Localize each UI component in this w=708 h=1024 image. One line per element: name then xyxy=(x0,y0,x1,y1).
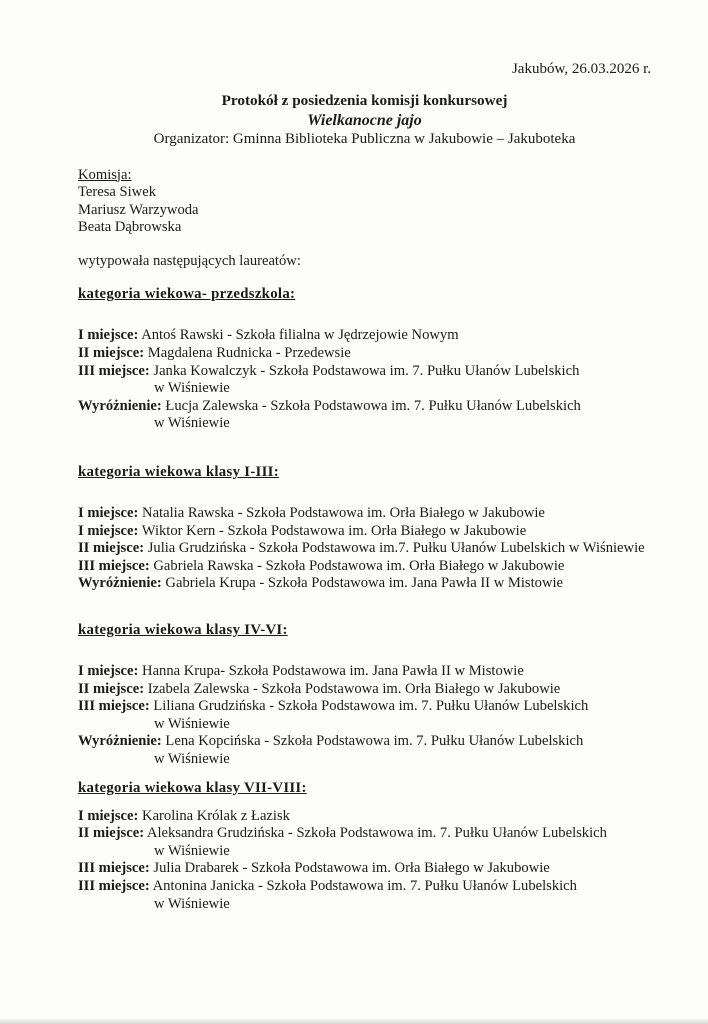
award-text: Gabriela Krupa - Szkoła Podstawowa im. Jana Pawła II w Mistowie xyxy=(165,575,564,592)
award-entry xyxy=(78,505,651,523)
award-label: I miejsce: xyxy=(78,663,139,679)
category-heading: kategoria wiekowa- przedszkola: xyxy=(78,286,296,303)
award-entry xyxy=(78,808,651,826)
award-label: III miejsce: xyxy=(78,698,150,715)
award-label: III miejsce: xyxy=(78,557,150,574)
award-entry xyxy=(78,878,651,896)
award-entry xyxy=(78,327,651,345)
award-text: Natalia Rawska - Szkoła Podstawowa im. Orła Białego w Jakubowie xyxy=(142,505,545,522)
award-text: Janka Kowalczyk - Szkoła Podstawowa im. 7. Pułku Ułanów Lubelskich xyxy=(153,362,580,379)
laureates-intro: wytypowała następujących laureatów: xyxy=(78,252,301,269)
category-heading: kategoria wiekowa klasy IV-VI: xyxy=(78,622,288,638)
award-entry xyxy=(78,663,651,681)
award-text: Antoś Rawski - Szkoła filialna w Jędrzejowie Nowym xyxy=(141,327,459,344)
award-text: Aleksandra Grudzińska - Szkoła Podstawowa im. 7. Pułku Ułanów Lubelskich xyxy=(146,825,607,842)
award-text: Julia Grudzińska - Szkoła Podstawowa im.7. Pułku Ułanów Lubelskich w Wiśniewie xyxy=(147,540,645,557)
award-label: II miejsce: xyxy=(78,540,145,557)
committee-heading: Komisja: xyxy=(78,166,132,183)
category-entries xyxy=(78,808,651,914)
title-block xyxy=(78,91,651,150)
award-text: Lena Kopcińska - Szkoła Podstawowa im. 7. Pułku Ułanów Lubelskich xyxy=(165,733,584,750)
scan-edge xyxy=(0,1018,708,1024)
award-entry xyxy=(78,825,651,843)
category-heading: kategoria wiekowa klasy I-III: xyxy=(78,464,279,481)
award-entry xyxy=(78,523,651,541)
award-text: Gabriela Rawska - Szkoła Podstawowa im. Orła Białego w Jakubowie xyxy=(153,557,565,574)
award-label: II miejsce: xyxy=(78,345,145,362)
award-entry xyxy=(78,363,651,381)
award-entry xyxy=(78,860,651,878)
award-text: Magdalena Rudnicka - Przedewsie xyxy=(147,345,351,362)
award-text: Wiktor Kern - Szkoła Podstawowa im. Orła Białego w Jakubowie xyxy=(141,522,527,539)
document-title: Protokół z posiedzenia komisji konkursowej xyxy=(221,92,508,109)
award-label: I miejsce: xyxy=(78,807,139,824)
category-entries xyxy=(78,327,651,433)
award-text: Karolina Królak z Łazisk xyxy=(142,807,290,824)
award-label: II miejsce: xyxy=(78,825,145,842)
award-label: III miejsce: xyxy=(78,362,150,379)
award-entry xyxy=(78,681,651,699)
award-label: III miejsce: xyxy=(78,860,150,877)
award-entry xyxy=(78,398,651,416)
award-entry xyxy=(78,733,651,751)
award-continuation: w Wiśniewie xyxy=(154,750,230,767)
award-entry xyxy=(78,558,651,576)
award-text: Antonina Janicka - Szkoła Podstawowa im. 7. Pułku Ułanów Lubelskich xyxy=(152,877,577,894)
award-text: Łucja Zalewska - Szkoła Podstawowa im. 7. Pułku Ułanów Lubelskich xyxy=(165,397,581,414)
committee-member: Mariusz Warzywoda xyxy=(78,201,199,218)
category-section-klasy-7-8 xyxy=(78,779,651,914)
date-line: Jakubów, 26.03.2026 r. xyxy=(511,61,651,77)
committee-member: Teresa Siwek xyxy=(78,184,156,201)
organizer-line: Organizator: Gminna Biblioteka Publiczna w Jakubowie – Jakuboteka xyxy=(153,131,576,147)
award-label: Wyróżnienie: xyxy=(78,575,162,592)
award-continuation: w Wiśniewie xyxy=(154,895,230,912)
category-section-klasy-4-6 xyxy=(78,621,651,769)
award-text: Liliana Grudzińska - Szkoła Podstawowa im. 7. Pułku Ułanów Lubelskich xyxy=(153,698,589,715)
award-label: I miejsce: xyxy=(78,522,139,539)
award-text: Julia Drabarek - Szkoła Podstawowa im. Orła Białego w Jakubowie xyxy=(153,860,550,877)
award-continuation: w Wiśniewie xyxy=(154,715,230,732)
category-heading: kategoria wiekowa klasy VII-VIII: xyxy=(78,779,307,796)
award-text: Hanna Krupa- Szkoła Podstawowa im. Jana Pawła II w Mistowie xyxy=(142,663,524,679)
award-text: Izabela Zalewska - Szkoła Podstawowa im. Orła Białego w Jakubowie xyxy=(147,680,561,697)
committee-member: Beata Dąbrowska xyxy=(78,219,182,236)
award-continuation: w Wiśniewie xyxy=(154,842,230,859)
award-label: I miejsce: xyxy=(78,327,139,344)
category-entries xyxy=(78,505,651,593)
award-label: III miejsce: xyxy=(78,877,150,894)
document-subtitle: Wielkanocne jajo xyxy=(307,111,422,129)
award-continuation: w Wiśniewie xyxy=(154,380,230,397)
committee-section xyxy=(78,167,651,271)
award-label: I miejsce: xyxy=(78,505,139,522)
award-entry xyxy=(78,698,651,716)
award-entry xyxy=(78,575,651,593)
category-section-przedszkola xyxy=(78,285,651,433)
award-label: II miejsce: xyxy=(78,680,145,697)
category-section-klasy-1-3 xyxy=(78,463,651,593)
award-continuation: w Wiśniewie xyxy=(154,415,230,432)
award-label: Wyróżnienie: xyxy=(78,397,162,414)
award-entry xyxy=(78,540,651,558)
award-entry xyxy=(78,345,651,363)
award-label: Wyróżnienie: xyxy=(78,733,162,750)
category-entries xyxy=(78,663,651,769)
